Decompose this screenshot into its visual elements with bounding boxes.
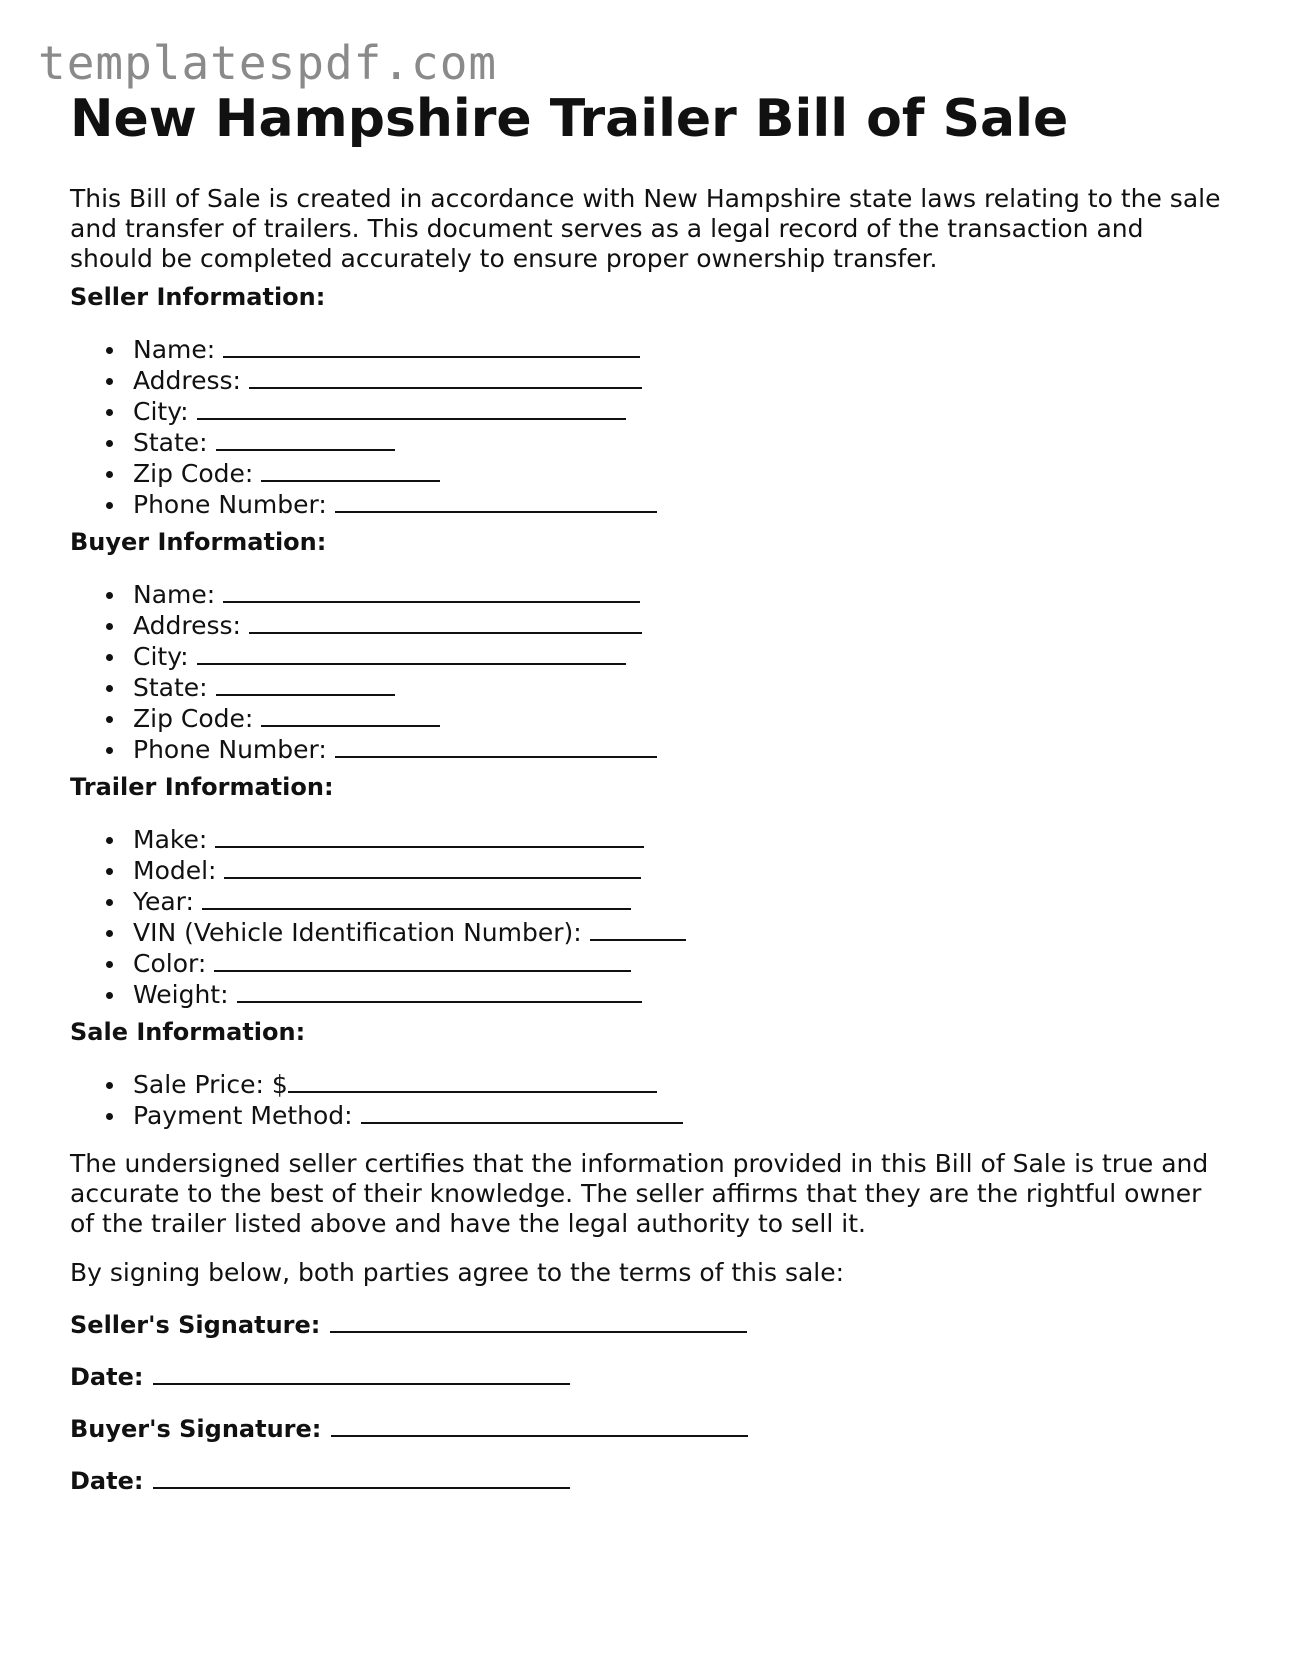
trailer-make-field	[70, 824, 686, 855]
payment-method-blank[interactable]	[361, 1100, 683, 1124]
seller-zip-field	[70, 458, 657, 489]
seller-date-line	[70, 1361, 570, 1392]
sale-field-list	[70, 1069, 683, 1131]
field-label: Year:	[133, 887, 194, 916]
field-label: Weight:	[133, 980, 229, 1009]
buyer-state-field	[70, 672, 657, 703]
field-label: Address:	[133, 366, 241, 395]
field-label: Zip Code:	[133, 459, 254, 488]
watermark: templatespdf.com	[38, 36, 498, 90]
buyer-date-blank[interactable]	[153, 1465, 570, 1489]
seller-address-field	[70, 365, 657, 396]
seller-address-blank[interactable]	[249, 365, 642, 389]
field-label: Payment Method:	[133, 1101, 353, 1130]
trailer-color-field	[70, 948, 686, 979]
payment-method-field	[70, 1100, 683, 1131]
field-label: State:	[133, 673, 208, 702]
buyer-phone-blank[interactable]	[335, 734, 657, 758]
trailer-year-field	[70, 886, 686, 917]
buyer-city-blank[interactable]	[197, 641, 626, 665]
seller-phone-blank[interactable]	[335, 489, 657, 513]
buyer-signature-blank[interactable]	[331, 1413, 748, 1437]
seller-signature-blank[interactable]	[330, 1309, 747, 1333]
field-label: State:	[133, 428, 208, 457]
seller-section-heading: Seller Information:	[70, 283, 326, 311]
sale-price-field	[70, 1069, 683, 1100]
seller-name-blank[interactable]	[223, 334, 640, 358]
trailer-weight-field	[70, 979, 686, 1010]
sale-price-blank[interactable]	[288, 1069, 657, 1093]
field-label: Sale Price: $	[133, 1070, 288, 1099]
field-label: City:	[133, 397, 189, 426]
buyer-name-field	[70, 579, 657, 610]
buyer-zip-blank[interactable]	[261, 703, 440, 727]
agreement-statement: By signing below, both parties agree to the terms of this sale:	[70, 1258, 845, 1287]
certification-paragraph: The undersigned seller certifies that the information provided in this Bill of Sale is true and accurate to the best of their knowledge. The seller affirms that they are the rightful owner of the trailer listed above and have the legal authority to sell it.	[70, 1149, 1209, 1238]
seller-signature-label: Seller's Signature:	[70, 1311, 321, 1339]
field-label: Phone Number:	[133, 490, 327, 519]
trailer-make-blank[interactable]	[215, 824, 644, 848]
seller-phone-field	[70, 489, 657, 520]
buyer-date-label: Date:	[70, 1467, 144, 1495]
buyer-field-list	[70, 579, 657, 765]
buyer-signature-label: Buyer's Signature:	[70, 1415, 322, 1443]
trailer-weight-blank[interactable]	[237, 979, 642, 1003]
trailer-field-list	[70, 824, 686, 1010]
field-label: Make:	[133, 825, 208, 854]
seller-date-label: Date:	[70, 1363, 144, 1391]
seller-state-blank[interactable]	[216, 427, 395, 451]
trailer-model-blank[interactable]	[224, 855, 641, 879]
trailer-year-blank[interactable]	[202, 886, 631, 910]
buyer-city-field	[70, 641, 657, 672]
seller-state-field	[70, 427, 657, 458]
buyer-zip-field	[70, 703, 657, 734]
seller-date-blank[interactable]	[153, 1361, 570, 1385]
field-label: Model:	[133, 856, 217, 885]
buyer-name-blank[interactable]	[223, 579, 640, 603]
seller-name-field	[70, 334, 657, 365]
sale-section-heading: Sale Information:	[70, 1018, 306, 1046]
seller-city-field	[70, 396, 657, 427]
buyer-address-field	[70, 610, 657, 641]
field-label: Address:	[133, 611, 241, 640]
trailer-model-field	[70, 855, 686, 886]
trailer-vin-field	[70, 917, 686, 948]
buyer-phone-field	[70, 734, 657, 765]
field-label: Name:	[133, 580, 216, 609]
trailer-color-blank[interactable]	[214, 948, 631, 972]
document-title: New Hampshire Trailer Bill of Sale	[70, 89, 1069, 149]
field-label: Zip Code:	[133, 704, 254, 733]
field-label: Name:	[133, 335, 216, 364]
buyer-section-heading: Buyer Information:	[70, 528, 327, 556]
buyer-date-line	[70, 1465, 570, 1496]
trailer-section-heading: Trailer Information:	[70, 773, 334, 801]
seller-field-list	[70, 334, 657, 520]
field-label: Color:	[133, 949, 207, 978]
field-label: VIN (Vehicle Identification Number):	[133, 918, 582, 947]
buyer-state-blank[interactable]	[216, 672, 395, 696]
seller-zip-blank[interactable]	[261, 458, 440, 482]
seller-signature-line	[70, 1309, 747, 1340]
seller-city-blank[interactable]	[197, 396, 626, 420]
buyer-address-blank[interactable]	[249, 610, 642, 634]
field-label: Phone Number:	[133, 735, 327, 764]
field-label: City:	[133, 642, 189, 671]
buyer-signature-line	[70, 1413, 748, 1444]
intro-paragraph: This Bill of Sale is created in accordance with New Hampshire state laws relating to the sale and transfer of trailers. This document serves as a legal record of the transaction and should be completed accurately to ensure proper ownership transfer.	[70, 184, 1221, 273]
trailer-vin-blank[interactable]	[590, 917, 686, 941]
